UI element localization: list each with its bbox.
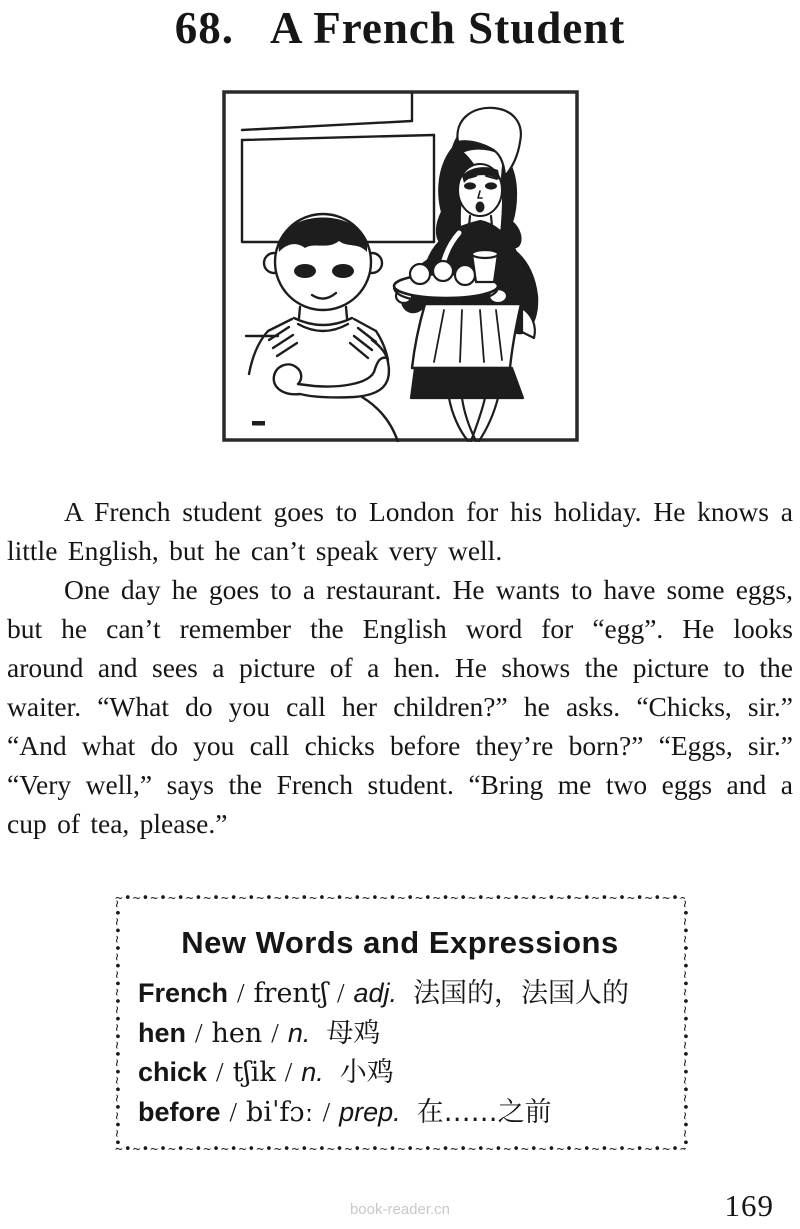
slash-separator: / xyxy=(284,1057,293,1087)
vocab-pronunciation: hen xyxy=(211,1017,263,1049)
decorative-border-right xyxy=(678,900,690,1149)
page-number: 169 xyxy=(724,1188,774,1223)
vocab-entry xyxy=(138,1014,690,1054)
decorative-border-bottom xyxy=(115,1144,685,1156)
story-paragraph: A French student goes to London for his holiday. He knows a little English, but he can’t speak very well. xyxy=(7,496,793,566)
slash-separator: / xyxy=(216,1057,224,1087)
vocab-entry xyxy=(138,974,690,1014)
decorative-border-top xyxy=(115,893,685,905)
vocab-entry xyxy=(138,1053,690,1093)
new-words-box xyxy=(110,893,690,1156)
decorative-border-left xyxy=(110,900,122,1149)
lesson-title-text: A French Student xyxy=(270,3,626,53)
vocab-meaning: 法国的，法国人的 xyxy=(413,978,630,1009)
slash-separator: / xyxy=(337,978,345,1008)
vocab-word: hen xyxy=(138,1017,187,1048)
vocab-pos: adj. xyxy=(353,978,398,1008)
vocab-pronunciation: tʃik xyxy=(232,1057,276,1088)
vocab-pronunciation: frentʃ xyxy=(253,978,328,1009)
new-words-heading: New Words and Expressions xyxy=(181,925,619,960)
lesson-number: 68. xyxy=(174,3,235,53)
vocab-pronunciation: biˈfɔː xyxy=(246,1096,314,1128)
story-text xyxy=(7,492,793,843)
vocab-word: before xyxy=(138,1096,221,1127)
vocab-pos: n. xyxy=(301,1057,324,1087)
vocab-meaning: 母鸡 xyxy=(326,1017,381,1049)
watermark: book-reader.cn xyxy=(349,1201,451,1218)
slash-separator: / xyxy=(237,978,245,1008)
vocab-word: French xyxy=(138,978,229,1008)
vocab-word: chick xyxy=(138,1057,208,1087)
vocab-meaning: 在……之前 xyxy=(416,1096,552,1128)
page-title xyxy=(0,0,800,54)
slash-separator: / xyxy=(271,1017,279,1048)
vocab-meaning: 小鸡 xyxy=(339,1057,394,1088)
slash-separator: / xyxy=(229,1096,238,1127)
slash-separator: / xyxy=(322,1096,331,1127)
vocab-pos: n. xyxy=(287,1017,311,1048)
story-paragraph: One day he goes to a restaurant. He wants to have some eggs, but he can’t remember the English word for “egg”. He looks around and sees a picture of a hen. He shows the picture to the waiter. “What do you call her children?” he asks. “Chicks, sir.” “And what do you call chicks before they’re born?” “Eggs, sir.” “Very well,” says the French student. “Bring me two eggs and a cup of tea, please.” xyxy=(7,574,793,839)
story-illustration xyxy=(222,90,579,442)
vocab-entry xyxy=(138,1093,690,1133)
slash-separator: / xyxy=(195,1017,203,1048)
vocab-list xyxy=(138,974,690,1132)
vocab-pos: prep. xyxy=(339,1096,401,1127)
